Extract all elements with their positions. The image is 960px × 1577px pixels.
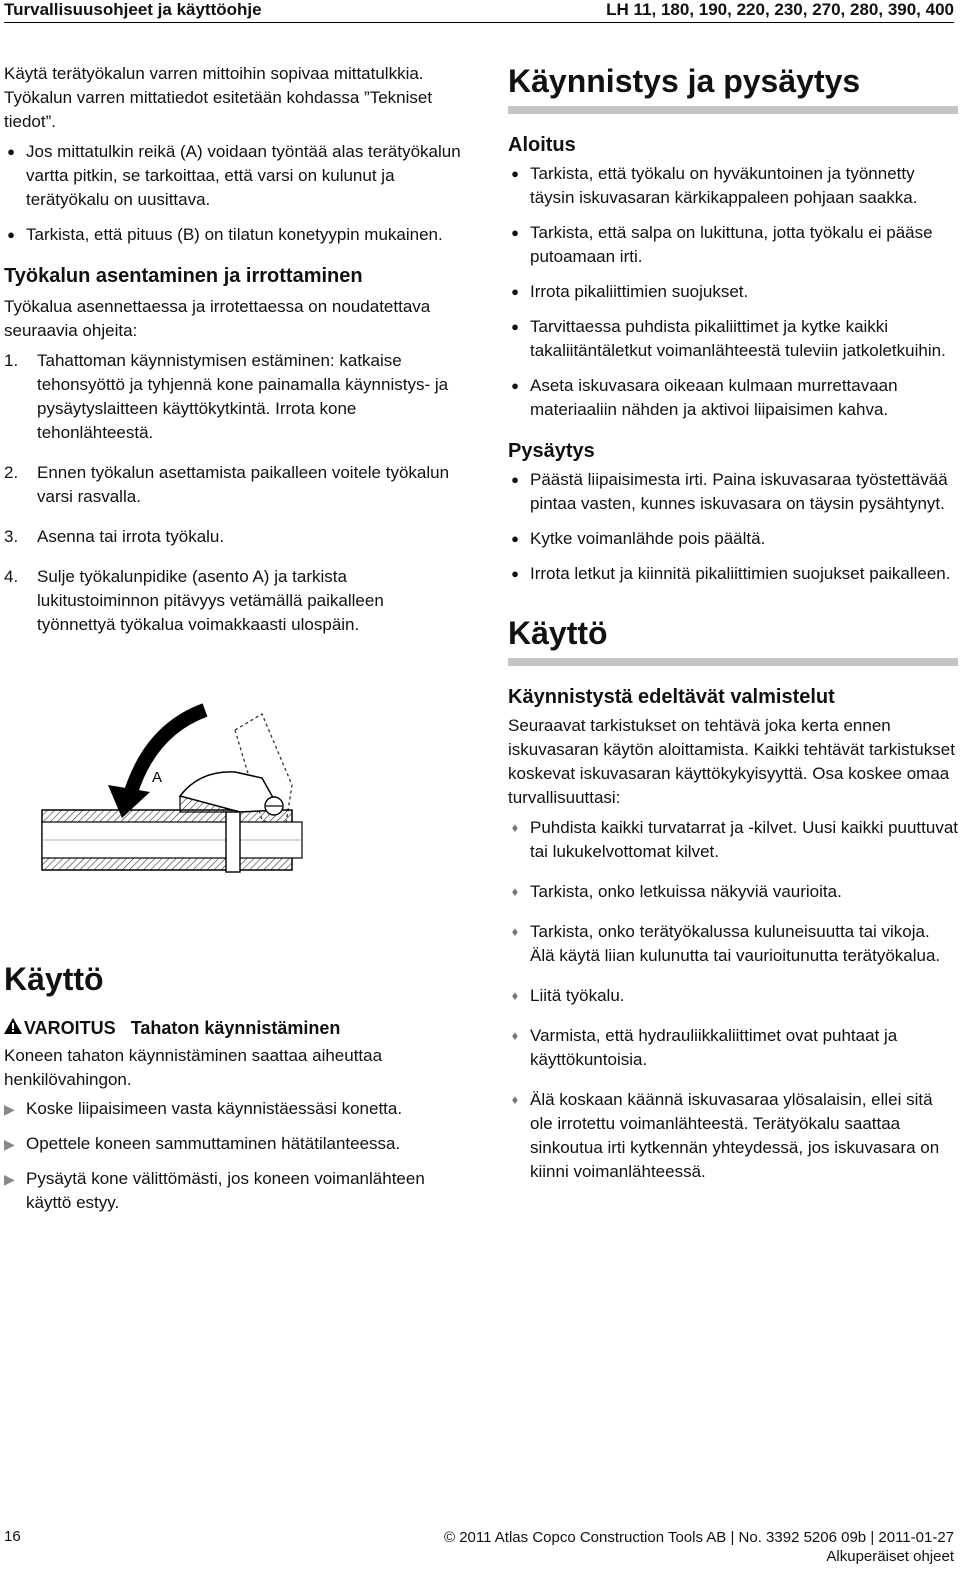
footer-copyright-block (444, 1528, 954, 1566)
list-item: ♦ Tarkista, onko terätyökalussa kuluneisuutta tai vikoja. Älä käytä liian kulunutta tai vaurioitunutta terätyökalua. (508, 920, 958, 968)
prep-intro: Seuraavat tarkistukset on tehtävä joka kerta ennen iskuvasaran käytön aloittamista. Kaikki tehtävät tarkistukset koskevat iskuvasaran käyttökykyisyyttä. Osa koskee omaa turvallisuuttasi: (508, 716, 955, 807)
list-item: ● Tarvittaessa puhdista pikaliittimet ja kytke kaikki takaliitäntäletkut voimanlähteestä tuleviin jatkoletkuihin. (508, 315, 958, 363)
tool-holder-illustration (30, 700, 350, 890)
list-item: ♦ Liitä työkalu. (508, 984, 958, 1008)
use-heading-right: Käyttö (508, 615, 608, 651)
list-item: ▶ Pysäytä kone välittömästi, jos koneen voimanlähteen käyttö estyy. (4, 1169, 425, 1212)
warning-text: Koneen tahaton käynnistäminen saattaa aiheuttaa henkilövahingon. (4, 1046, 383, 1089)
bullet-dot-icon: ● (511, 284, 519, 299)
bullet-dot-icon: ● (511, 378, 519, 393)
use-heading-left: Käyttö (4, 961, 104, 997)
list-item: ♦ Tarkista, onko letkuissa näkyviä vaurioita. (508, 880, 958, 904)
warning-title: Tahaton käynnistäminen (130, 1018, 341, 1038)
bullet-dot-icon: ● (511, 225, 519, 240)
list-item: ● Jos mittatulkin reikä (A) voidaan työntää alas terätyökalun vartta pitkin, se tarkoittaa, että varsi on kulunut ja terätyökalu on uusittava. (4, 140, 462, 212)
diamond-bullet-icon: ♦ (511, 820, 519, 835)
header-models: LH 11, 180, 190, 220, 230, 270, 280, 390, 400 (606, 0, 954, 19)
bullet-dot-icon: ● (7, 227, 15, 242)
list-item: 2. Ennen työkalun asettamista paikalleen voitele työkalun varsi rasvalla. (4, 463, 450, 506)
left-use-section (4, 960, 462, 1215)
bullet-dot-icon: ● (511, 566, 519, 581)
heading-rule (508, 658, 958, 666)
mount-heading: Työkalun asentaminen ja irrottaminen (4, 265, 363, 287)
list-item: ● Tarkista, että työkalu on hyväkuntoinen ja työnnetty täysin iskuvasaran kärkikappaleen pohjaan saakka. (508, 162, 958, 210)
footer-copyright: © 2011 Atlas Copco Construction Tools AB | No. 3392 5206 09b | 2011-01-27 (443, 1529, 954, 1546)
right-column (508, 62, 958, 1184)
warning-title-line (4, 1016, 462, 1040)
list-item: ♦ Varmista, että hydrauliikkaliittimet ovat puhtaat ja käyttökuntoisia. (508, 1024, 958, 1072)
list-item: ● Päästä liipaisimesta irti. Paina iskuvasaraa työstettävää pintaa vasten, kunnes iskuvasara on täysin pysähtynyt. (508, 468, 958, 516)
list-item: ▶ Opettele koneen sammuttaminen hätätilanteessa. (4, 1132, 462, 1156)
list-item: ● Irrota pikaliittimien suojukset. (508, 280, 958, 304)
warning-triangle-icon (4, 1016, 24, 1040)
start-heading: Aloitus (508, 134, 576, 156)
bullet-dot-icon: ● (511, 531, 519, 546)
list-item: 4. Sulje työkalunpidike (asento A) ja tarkista lukitustoiminnon pitävyys vetämällä paikalleen työnnettyä työkalua voimakkaasti ulospäin. (4, 567, 384, 634)
figure-label-a: A (152, 769, 163, 786)
diamond-bullet-icon: ♦ (511, 884, 519, 899)
arrow-right-icon: ▶ (4, 1171, 15, 1187)
diamond-bullet-icon: ♦ (511, 924, 519, 939)
list-item: 3. Asenna tai irrota työkalu. (4, 527, 225, 546)
list-item: 1. Tahattoman käynnistymisen estäminen: katkaise tehonsyöttö ja tyhjennä kone painamalla käynnistys- ja pysäytyslaitteen käyttökytkintä. Irrota kone tehonlähteestä. (4, 351, 449, 442)
list-item: ▶ Koske liipaisimeen vasta käynnistäessäsi konetta. (4, 1097, 462, 1121)
list-item: ● Kytke voimanlähde pois päältä. (508, 527, 958, 551)
diamond-bullet-icon: ♦ (511, 988, 519, 1003)
start-stop-heading: Käynnistys ja pysäytys (508, 63, 861, 99)
list-item: ● Irrota letkut ja kiinnitä pikaliittimien suojukset paikalleen. (508, 562, 958, 586)
diamond-bullet-icon: ♦ (511, 1092, 519, 1107)
header-title: Turvallisuusohjeet ja käyttöohje (4, 0, 262, 19)
warning-label: VAROITUS (24, 1018, 116, 1038)
footer-original: Alkuperäiset ohjeet (826, 1548, 954, 1565)
list-item: ● Aseta iskuvasara oikeaan kulmaan murrettavaan materiaaliin nähden ja aktivoi liipaisimen kahva. (508, 374, 958, 422)
stop-heading: Pysäytys (508, 440, 595, 462)
list-item: ● Tarkista, että salpa on lukittuna, jotta työkalu ei pääse putoamaan irti. (508, 221, 958, 269)
bullet-dot-icon: ● (511, 319, 519, 334)
arrow-right-icon: ▶ (4, 1136, 15, 1152)
bullet-dot-icon: ● (511, 166, 519, 181)
prep-heading: Käynnistystä edeltävät valmistelut (508, 686, 835, 708)
left-column (4, 62, 462, 637)
list-item: ● Tarkista, että pituus (B) on tilatun konetyypin mukainen. (4, 223, 462, 247)
gauge-intro: Käytä terätyökalun varren mittoihin sopivaa mittatulkkia. Työkalun varren mittatiedot esitetään kohdassa ”Tekniset tiedot”. (4, 64, 433, 131)
arrow-right-icon: ▶ (4, 1101, 15, 1117)
heading-rule (508, 106, 958, 114)
mount-intro: Työkalua asennettaessa ja irrotettaessa on noudatettava seuraavia ohjeita: (4, 297, 431, 340)
list-item: ♦ Älä koskaan käännä iskuvasaraa ylösalaisin, ellei sitä ole irrotettu voimanlähteestä. Terätyökalu saattaa sinkoutua irti kytkennän yhteydessä, jos iskuvasara on kiinni voimanlähteessä. (508, 1088, 958, 1184)
bullet-dot-icon: ● (511, 472, 519, 487)
diamond-bullet-icon: ♦ (511, 1028, 519, 1043)
page-header (4, 0, 954, 23)
list-item: ♦ Puhdista kaikki turvatarrat ja -kilvet. Uusi kaikki puuttuvat tai lukukelvottomat kilvet. (508, 816, 958, 864)
page-number: 16 (4, 1528, 21, 1545)
bullet-dot-icon: ● (7, 144, 15, 159)
